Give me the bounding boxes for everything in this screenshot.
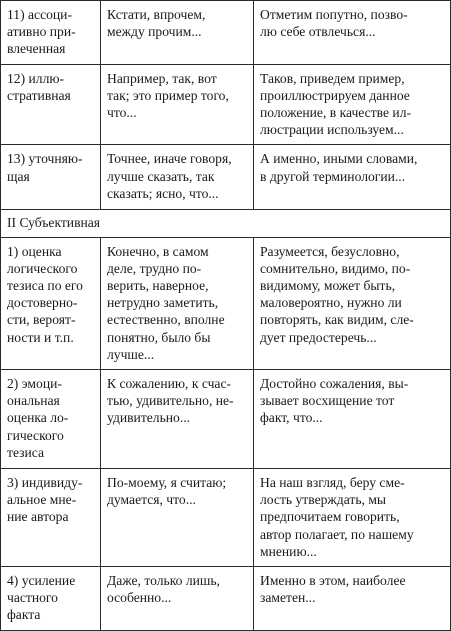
line: люстрации используем... [260,122,404,138]
line: частного факта [7,590,58,623]
line: щая [7,168,30,184]
line: между прочим... [107,24,202,40]
category-cell [1,567,101,631]
category-cell [1,1,101,65]
line: тью, удивительно, не- [107,393,234,409]
line: сти, вероят- [7,312,76,328]
line: предпочитаем говорить, [260,509,400,525]
short-form-cell [101,370,254,469]
line: ности и т.п. [7,329,74,345]
line: маловероятно, нужно ли [260,295,402,311]
line: Разумеется, безусловно, [260,243,400,259]
line: проиллюстрируем данное [260,87,410,103]
table-row [1,469,451,567]
line: влеченная [7,41,66,57]
line: заметен... [260,590,316,606]
table-row [1,567,451,631]
line: верить, наверное, [107,278,209,294]
line: Конечно, в самом [107,243,209,259]
long-form-cell [254,567,451,631]
line: лость утверждать, мы [260,492,387,508]
line: тезиса по его [7,278,83,294]
category-cell [1,64,101,145]
short-form-cell [101,567,254,631]
line: лучше сказать, так [107,168,215,184]
short-form-cell [101,64,254,145]
line: лю себе отвлечься... [260,24,376,40]
line: мнению... [260,543,317,559]
section-header: II Субъективная [1,210,451,237]
line: дует предостеречь... [260,329,377,345]
line: что... [107,105,137,121]
line: оценка ло- [7,410,69,426]
line: 12) иллю- [7,70,65,86]
line: 3) индивиду- [7,475,83,491]
line: А именно, иными словами, [260,151,418,167]
line: особенно... [107,590,172,606]
long-form-cell [254,237,451,369]
line: Отметим попутно, позво- [260,7,408,22]
line: На наш взгляд, беру сме- [260,475,405,491]
long-form-cell [254,145,451,210]
table-row [1,64,451,145]
line: Например, так, вот [107,70,217,86]
long-form-cell [254,370,451,469]
line: 2) эмоци- [7,376,62,392]
line: факт, что... [260,410,323,426]
line: повторять, как видим, сле- [260,312,414,328]
line: нетрудно заметить, [107,295,219,311]
line: По-моему, я считаю; [107,475,227,491]
line: Кстати, впрочем, [107,7,206,22]
line: ональная [7,393,60,409]
line: альное мне- [7,492,77,508]
line: сомнительно, видимо, по- [260,260,411,276]
line: естественно, вполне [107,312,225,328]
table-row [1,237,451,369]
line: Точнее, иначе говоря, [107,151,232,167]
line: 4) усиление [7,573,76,589]
long-form-cell [254,469,451,567]
section-header-row [1,210,451,237]
line: Достойно сожаления, вы- [260,376,409,392]
long-form-cell [254,64,451,145]
line: так; это пример того, [107,87,229,103]
line: 11) ассоци- [7,7,72,22]
line: сказать; ясно, что... [107,185,219,201]
short-form-cell [101,469,254,567]
category-cell [1,370,101,469]
line: тезиса [7,444,45,460]
line: логического [7,260,78,276]
line: положение, в качестве ил- [260,105,412,121]
category-cell [1,145,101,210]
short-form-cell [101,237,254,369]
line: ативно при- [7,24,76,40]
line: Таков, приведем пример, [260,70,405,86]
line: стративная [7,87,71,103]
category-cell [1,469,101,567]
table-row [1,370,451,469]
line: зывает восхищение тот [260,393,395,409]
line: 1) оценка [7,243,62,259]
category-cell [1,237,101,369]
line: Даже, только лишь, [107,573,220,589]
line: гического [7,427,64,443]
line: удивительно... [107,410,191,426]
line: Именно в этом, наиболее [260,573,406,589]
line: лучше... [107,346,155,362]
long-form-cell [254,1,451,65]
line: автор полагает, по нашему [260,526,414,542]
table-row [1,145,451,210]
line: деле, трудно по- [107,260,202,276]
table-row [1,1,451,65]
line: понятно, было бы [107,329,211,345]
line: достоверно- [7,295,78,311]
line: думается, что... [107,492,196,508]
line: в другой терминологии... [260,168,406,184]
short-form-cell [101,145,254,210]
line: видимому, может быть, [260,278,396,294]
line: К сожалению, к счас- [107,376,232,392]
line: 13) уточняю- [7,151,83,167]
line: ние автора [7,509,69,525]
short-form-cell [101,1,254,65]
